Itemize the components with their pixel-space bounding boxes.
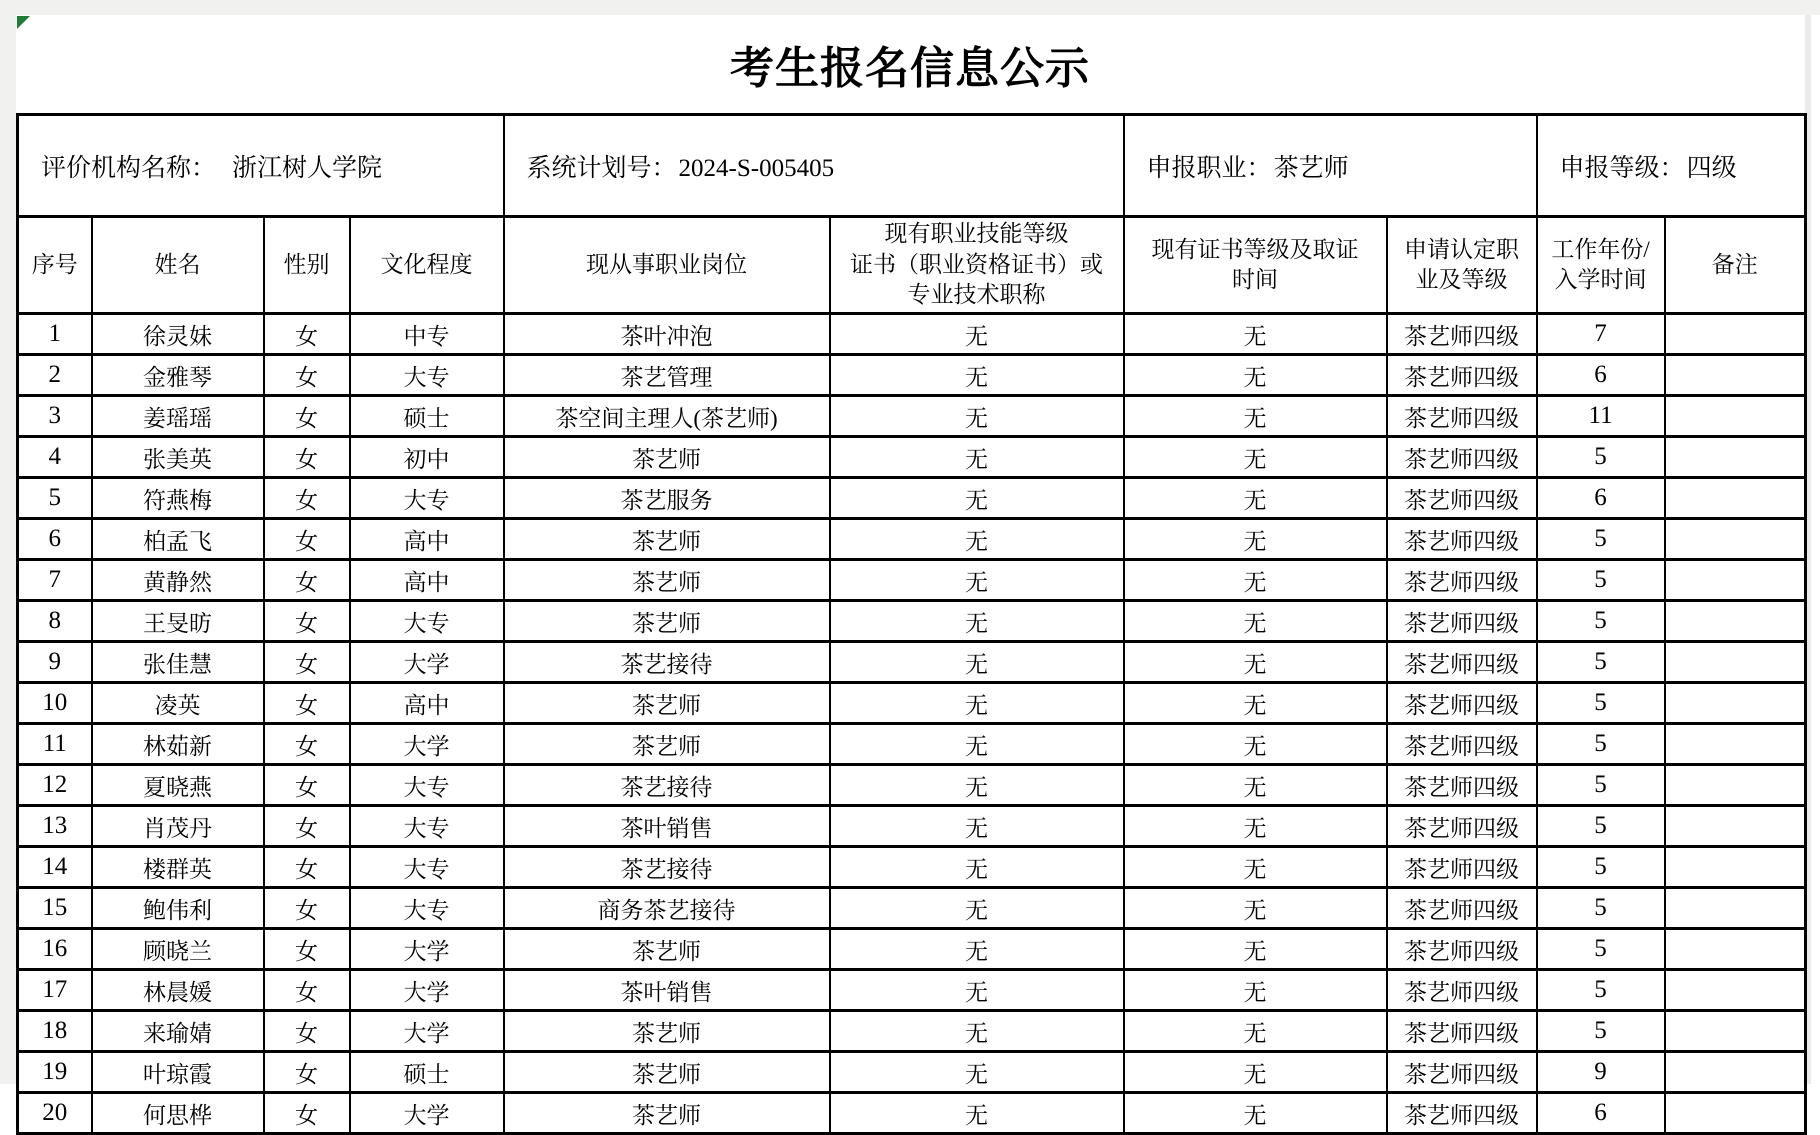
table-row xyxy=(18,683,1806,724)
cell-r8-c4[interactable]: 大专 xyxy=(350,601,504,642)
cell-r8-c1[interactable]: 8 xyxy=(18,601,92,642)
cell-r9-c10[interactable] xyxy=(1665,642,1806,683)
cell-r5-c1[interactable]: 5 xyxy=(18,478,92,519)
cell-r2-c5[interactable]: 茶艺管理 xyxy=(504,355,830,396)
cell-r6-c3[interactable]: 女 xyxy=(264,519,350,560)
cell-r1-c1[interactable]: 1 xyxy=(18,314,92,355)
cell-r3-c1[interactable]: 3 xyxy=(18,396,92,437)
cell-r19-c5[interactable]: 茶艺师 xyxy=(504,1052,830,1093)
cell-r16-c3[interactable]: 女 xyxy=(264,929,350,970)
cell-r9-c5[interactable]: 茶艺接待 xyxy=(504,642,830,683)
level-label: 申报等级： xyxy=(1559,154,1685,182)
cell-r19-c1[interactable]: 19 xyxy=(18,1052,92,1093)
cell-r7-c2[interactable]: 黄静然 xyxy=(92,560,264,601)
column-header-line: 入学时间 xyxy=(1554,267,1647,292)
cell-r11-c5[interactable]: 茶艺师 xyxy=(504,724,830,765)
cell-r3-c9[interactable]: 11 xyxy=(1537,396,1665,437)
cell-r4-c4[interactable]: 初中 xyxy=(350,437,504,478)
cell-r16-c10[interactable] xyxy=(1665,929,1806,970)
cell-r17-c4[interactable]: 大学 xyxy=(350,970,504,1011)
cell-r10-c5[interactable]: 茶艺师 xyxy=(504,683,830,724)
cell-r17-c2[interactable]: 林晨媛 xyxy=(92,970,264,1011)
cell-r15-c3[interactable]: 女 xyxy=(264,888,350,929)
cell-r15-c10[interactable] xyxy=(1665,888,1806,929)
table-row xyxy=(18,437,1806,478)
cell-r3-c7[interactable]: 无 xyxy=(1124,396,1387,437)
cell-r12-c4[interactable]: 大专 xyxy=(350,765,504,806)
cell-r12-c6[interactable]: 无 xyxy=(830,765,1124,806)
cell-r20-c7[interactable]: 无 xyxy=(1124,1093,1387,1134)
cell-r6-c8[interactable]: 茶艺师四级 xyxy=(1387,519,1537,560)
cell-r19-c2[interactable]: 叶琼霞 xyxy=(92,1052,264,1093)
cell-r8-c8[interactable]: 茶艺师四级 xyxy=(1387,601,1537,642)
cell-r16-c1[interactable]: 16 xyxy=(18,929,92,970)
column-header-line: 现有证书等级及取证 xyxy=(1151,236,1359,262)
cell-r15-c1[interactable]: 15 xyxy=(18,888,92,929)
cell-r18-c6[interactable]: 无 xyxy=(830,1011,1124,1052)
cell-r5-c2[interactable]: 符燕梅 xyxy=(92,478,264,519)
column-header-line: 业及等级 xyxy=(1415,267,1508,292)
cell-r19-c6[interactable]: 无 xyxy=(830,1052,1124,1093)
cell-r6-c5[interactable]: 茶艺师 xyxy=(504,519,830,560)
org-name-label: 评价机构名称： xyxy=(41,154,217,182)
table-row xyxy=(18,929,1806,970)
cell-r7-c9[interactable]: 5 xyxy=(1537,560,1665,601)
cell-r15-c8[interactable]: 茶艺师四级 xyxy=(1387,888,1537,929)
candidate-info-table xyxy=(16,113,1807,1135)
column-header-line: 时间 xyxy=(1232,267,1279,292)
column-header-line: 备注 xyxy=(1711,251,1758,277)
cell-r5-c8[interactable]: 茶艺师四级 xyxy=(1387,478,1537,519)
cell-r13-c4[interactable]: 大专 xyxy=(350,806,504,847)
cell-r14-c1[interactable]: 14 xyxy=(18,847,92,888)
cell-r12-c8[interactable]: 茶艺师四级 xyxy=(1387,765,1537,806)
cell-r5-c5[interactable]: 茶艺服务 xyxy=(504,478,830,519)
cell-r10-c4[interactable]: 高中 xyxy=(350,683,504,724)
cell-r13-c2[interactable]: 肖茂丹 xyxy=(92,806,264,847)
table-row xyxy=(18,970,1806,1011)
column-header-line: 证书（职业资格证书）或 xyxy=(850,251,1104,277)
cell-r19-c9[interactable]: 9 xyxy=(1537,1052,1665,1093)
column-header-line: 申请认定职 xyxy=(1404,236,1520,262)
cell-r10-c8[interactable]: 茶艺师四级 xyxy=(1387,683,1537,724)
cell-r3-c6[interactable]: 无 xyxy=(830,396,1124,437)
cell-r8-c6[interactable]: 无 xyxy=(830,601,1124,642)
cell-r4-c7[interactable]: 无 xyxy=(1124,437,1387,478)
cell-r20-c5[interactable]: 茶艺师 xyxy=(504,1093,830,1134)
cell-r6-c4[interactable]: 高中 xyxy=(350,519,504,560)
cell-r19-c4[interactable]: 硕士 xyxy=(350,1052,504,1093)
cell-r14-c6[interactable]: 无 xyxy=(830,847,1124,888)
column-header-line: 现有职业技能等级 xyxy=(884,221,1069,247)
cell-r13-c7[interactable]: 无 xyxy=(1124,806,1387,847)
cell-r11-c4[interactable]: 大学 xyxy=(350,724,504,765)
table-row xyxy=(18,314,1806,355)
occupation-cell[interactable] xyxy=(1124,115,1537,217)
cell-r6-c1[interactable]: 6 xyxy=(18,519,92,560)
cell-r4-c3[interactable]: 女 xyxy=(264,437,350,478)
column-header-9[interactable] xyxy=(1537,217,1665,314)
cell-r20-c9[interactable]: 6 xyxy=(1537,1093,1665,1134)
window-margin-left xyxy=(0,0,16,1084)
cell-r14-c3[interactable]: 女 xyxy=(264,847,350,888)
cell-r18-c1[interactable]: 18 xyxy=(18,1011,92,1052)
cell-r9-c2[interactable]: 张佳慧 xyxy=(92,642,264,683)
cell-r2-c2[interactable]: 金雅琴 xyxy=(92,355,264,396)
plan-number-cell[interactable] xyxy=(504,115,1124,217)
cell-r11-c1[interactable]: 11 xyxy=(18,724,92,765)
cell-r1-c3[interactable]: 女 xyxy=(264,314,350,355)
cell-r1-c2[interactable]: 徐灵妹 xyxy=(92,314,264,355)
cell-r5-c3[interactable]: 女 xyxy=(264,478,350,519)
cell-r18-c5[interactable]: 茶艺师 xyxy=(504,1011,830,1052)
cell-r15-c7[interactable]: 无 xyxy=(1124,888,1387,929)
column-header-5[interactable] xyxy=(504,217,830,314)
cell-r9-c3[interactable]: 女 xyxy=(264,642,350,683)
cell-r1-c9[interactable]: 7 xyxy=(1537,314,1665,355)
cell-r9-c8[interactable]: 茶艺师四级 xyxy=(1387,642,1537,683)
cell-r12-c3[interactable]: 女 xyxy=(264,765,350,806)
cell-r14-c8[interactable]: 茶艺师四级 xyxy=(1387,847,1537,888)
column-header-line: 工作年份/ xyxy=(1551,236,1650,262)
cell-r16-c8[interactable]: 茶艺师四级 xyxy=(1387,929,1537,970)
cell-r17-c7[interactable]: 无 xyxy=(1124,970,1387,1011)
cell-r12-c9[interactable]: 5 xyxy=(1537,765,1665,806)
cell-r7-c6[interactable]: 无 xyxy=(830,560,1124,601)
cell-r13-c1[interactable]: 13 xyxy=(18,806,92,847)
cell-r8-c7[interactable]: 无 xyxy=(1124,601,1387,642)
cell-r11-c3[interactable]: 女 xyxy=(264,724,350,765)
cell-r17-c1[interactable]: 17 xyxy=(18,970,92,1011)
column-header-line: 姓名 xyxy=(154,251,201,277)
info-row xyxy=(18,115,1806,217)
cell-r19-c10[interactable] xyxy=(1665,1052,1806,1093)
table-row xyxy=(18,396,1806,437)
occupation-label: 申报职业： xyxy=(1146,154,1272,182)
cell-r20-c1[interactable]: 20 xyxy=(18,1093,92,1134)
cell-r9-c6[interactable]: 无 xyxy=(830,642,1124,683)
cell-r17-c6[interactable]: 无 xyxy=(830,970,1124,1011)
cell-r19-c7[interactable]: 无 xyxy=(1124,1052,1387,1093)
cell-r15-c2[interactable]: 鲍伟利 xyxy=(92,888,264,929)
cell-r10-c7[interactable]: 无 xyxy=(1124,683,1387,724)
table-row xyxy=(18,847,1806,888)
cell-r9-c1[interactable]: 9 xyxy=(18,642,92,683)
cell-r13-c9[interactable]: 5 xyxy=(1537,806,1665,847)
table-row xyxy=(18,519,1806,560)
cell-r9-c4[interactable]: 大学 xyxy=(350,642,504,683)
cell-r10-c2[interactable]: 凌英 xyxy=(92,683,264,724)
cell-r20-c8[interactable]: 茶艺师四级 xyxy=(1387,1093,1537,1134)
column-header-2[interactable] xyxy=(92,217,264,314)
cell-r6-c9[interactable]: 5 xyxy=(1537,519,1665,560)
window-margin-top xyxy=(0,0,1820,15)
cell-r4-c9[interactable]: 5 xyxy=(1537,437,1665,478)
table-row xyxy=(18,1052,1806,1093)
cell-r13-c8[interactable]: 茶艺师四级 xyxy=(1387,806,1537,847)
level-cell[interactable] xyxy=(1537,115,1806,217)
column-header-10[interactable] xyxy=(1665,217,1806,314)
cell-r20-c6[interactable]: 无 xyxy=(830,1093,1124,1134)
cell-r14-c4[interactable]: 大专 xyxy=(350,847,504,888)
table-row xyxy=(18,765,1806,806)
cell-r14-c5[interactable]: 茶艺接待 xyxy=(504,847,830,888)
cell-r6-c10[interactable] xyxy=(1665,519,1806,560)
cell-r16-c5[interactable]: 茶艺师 xyxy=(504,929,830,970)
org-name-cell[interactable] xyxy=(18,115,504,217)
column-header-line: 专业技术职称 xyxy=(907,282,1046,308)
column-header-row xyxy=(18,217,1806,314)
table-row xyxy=(18,478,1806,519)
cell-r2-c6[interactable]: 无 xyxy=(830,355,1124,396)
cell-r10-c6[interactable]: 无 xyxy=(830,683,1124,724)
cell-r18-c4[interactable]: 大学 xyxy=(350,1011,504,1052)
cell-r9-c7[interactable]: 无 xyxy=(1124,642,1387,683)
cell-r5-c7[interactable]: 无 xyxy=(1124,478,1387,519)
cell-r19-c8[interactable]: 茶艺师四级 xyxy=(1387,1052,1537,1093)
cell-r7-c3[interactable]: 女 xyxy=(264,560,350,601)
table-body xyxy=(18,314,1806,1134)
cell-r8-c9[interactable]: 5 xyxy=(1537,601,1665,642)
cell-r7-c8[interactable]: 茶艺师四级 xyxy=(1387,560,1537,601)
cell-r16-c2[interactable]: 顾晓兰 xyxy=(92,929,264,970)
cell-r17-c10[interactable] xyxy=(1665,970,1806,1011)
cell-r11-c9[interactable]: 5 xyxy=(1537,724,1665,765)
plan-number-label: 系统计划号： xyxy=(526,154,677,182)
cell-r11-c2[interactable]: 林茹新 xyxy=(92,724,264,765)
cell-r14-c7[interactable]: 无 xyxy=(1124,847,1387,888)
cell-r7-c7[interactable]: 无 xyxy=(1124,560,1387,601)
cell-r16-c6[interactable]: 无 xyxy=(830,929,1124,970)
cell-r2-c8[interactable]: 茶艺师四级 xyxy=(1387,355,1537,396)
cell-r11-c7[interactable]: 无 xyxy=(1124,724,1387,765)
cell-r3-c3[interactable]: 女 xyxy=(264,396,350,437)
cell-r7-c10[interactable] xyxy=(1665,560,1806,601)
cell-r10-c3[interactable]: 女 xyxy=(264,683,350,724)
cell-r18-c7[interactable]: 无 xyxy=(1124,1011,1387,1052)
cell-r19-c3[interactable]: 女 xyxy=(264,1052,350,1093)
cell-r2-c3[interactable]: 女 xyxy=(264,355,350,396)
table-row xyxy=(18,601,1806,642)
cell-r15-c6[interactable]: 无 xyxy=(830,888,1124,929)
table-row xyxy=(18,888,1806,929)
cell-r11-c8[interactable]: 茶艺师四级 xyxy=(1387,724,1537,765)
cell-r1-c4[interactable]: 中专 xyxy=(350,314,504,355)
cell-r1-c7[interactable]: 无 xyxy=(1124,314,1387,355)
cell-r8-c5[interactable]: 茶艺师 xyxy=(504,601,830,642)
cell-r11-c10[interactable] xyxy=(1665,724,1806,765)
cell-r20-c10[interactable] xyxy=(1665,1093,1806,1134)
cell-r12-c5[interactable]: 茶艺接待 xyxy=(504,765,830,806)
cell-r4-c5[interactable]: 茶艺师 xyxy=(504,437,830,478)
cell-r4-c1[interactable]: 4 xyxy=(18,437,92,478)
cell-r18-c8[interactable]: 茶艺师四级 xyxy=(1387,1011,1537,1052)
cell-r8-c3[interactable]: 女 xyxy=(264,601,350,642)
cell-r4-c10[interactable] xyxy=(1665,437,1806,478)
cell-r1-c5[interactable]: 茶叶冲泡 xyxy=(504,314,830,355)
table-row xyxy=(18,355,1806,396)
table-row xyxy=(18,806,1806,847)
cell-r13-c6[interactable]: 无 xyxy=(830,806,1124,847)
cell-r7-c4[interactable]: 高中 xyxy=(350,560,504,601)
cell-r17-c8[interactable]: 茶艺师四级 xyxy=(1387,970,1537,1011)
cell-r5-c4[interactable]: 大专 xyxy=(350,478,504,519)
cell-r18-c3[interactable]: 女 xyxy=(264,1011,350,1052)
cell-r1-c8[interactable]: 茶艺师四级 xyxy=(1387,314,1537,355)
cell-r12-c1[interactable]: 12 xyxy=(18,765,92,806)
cell-r17-c9[interactable]: 5 xyxy=(1537,970,1665,1011)
column-header-8[interactable] xyxy=(1387,217,1537,314)
page-title: 考生报名信息公示 xyxy=(730,44,1090,93)
cell-r12-c7[interactable]: 无 xyxy=(1124,765,1387,806)
cell-r3-c8[interactable]: 茶艺师四级 xyxy=(1387,396,1537,437)
cell-r12-c2[interactable]: 夏晓燕 xyxy=(92,765,264,806)
cell-r11-c6[interactable]: 无 xyxy=(830,724,1124,765)
cell-r1-c10[interactable] xyxy=(1665,314,1806,355)
level-value: 四级 xyxy=(1686,154,1737,182)
cell-r5-c10[interactable] xyxy=(1665,478,1806,519)
cell-r5-c6[interactable]: 无 xyxy=(830,478,1124,519)
column-header-4[interactable] xyxy=(350,217,504,314)
cell-r13-c10[interactable] xyxy=(1665,806,1806,847)
cell-r15-c5[interactable]: 商务茶艺接待 xyxy=(504,888,830,929)
cell-r16-c4[interactable]: 大学 xyxy=(350,929,504,970)
cell-r6-c6[interactable]: 无 xyxy=(830,519,1124,560)
cell-r4-c6[interactable]: 无 xyxy=(830,437,1124,478)
column-header-line: 序号 xyxy=(31,251,78,277)
cell-r3-c10[interactable] xyxy=(1665,396,1806,437)
cell-r18-c9[interactable]: 5 xyxy=(1537,1011,1665,1052)
cell-r13-c3[interactable]: 女 xyxy=(264,806,350,847)
cell-r2-c7[interactable]: 无 xyxy=(1124,355,1387,396)
cell-r7-c5[interactable]: 茶艺师 xyxy=(504,560,830,601)
cell-r7-c1[interactable]: 7 xyxy=(18,560,92,601)
table-row xyxy=(18,642,1806,683)
column-header-line: 性别 xyxy=(283,251,330,277)
occupation-value: 茶艺师 xyxy=(1273,154,1349,182)
table-row xyxy=(18,1011,1806,1052)
cell-r17-c3[interactable]: 女 xyxy=(264,970,350,1011)
cell-r10-c10[interactable] xyxy=(1665,683,1806,724)
cell-r17-c5[interactable]: 茶叶销售 xyxy=(504,970,830,1011)
cell-r5-c9[interactable]: 6 xyxy=(1537,478,1665,519)
cell-r3-c2[interactable]: 姜瑶瑶 xyxy=(92,396,264,437)
column-header-line: 文化程度 xyxy=(380,251,473,277)
cell-r15-c9[interactable]: 5 xyxy=(1537,888,1665,929)
cell-r20-c2[interactable]: 何思桦 xyxy=(92,1093,264,1134)
table-row xyxy=(18,560,1806,601)
cell-r16-c9[interactable]: 5 xyxy=(1537,929,1665,970)
cell-r3-c4[interactable]: 硕士 xyxy=(350,396,504,437)
cell-r8-c2[interactable]: 王旻昉 xyxy=(92,601,264,642)
cell-r14-c9[interactable]: 5 xyxy=(1537,847,1665,888)
cell-r9-c9[interactable]: 5 xyxy=(1537,642,1665,683)
cell-r3-c5[interactable]: 茶空间主理人(茶艺师) xyxy=(504,396,830,437)
cell-r10-c9[interactable]: 5 xyxy=(1537,683,1665,724)
cell-r20-c4[interactable]: 大学 xyxy=(350,1093,504,1134)
cell-r8-c10[interactable] xyxy=(1665,601,1806,642)
cell-r6-c7[interactable]: 无 xyxy=(1124,519,1387,560)
table-row xyxy=(18,1093,1806,1134)
cell-r2-c10[interactable] xyxy=(1665,355,1806,396)
cell-r2-c1[interactable]: 2 xyxy=(18,355,92,396)
cell-r15-c4[interactable]: 大专 xyxy=(350,888,504,929)
cell-r16-c7[interactable]: 无 xyxy=(1124,929,1387,970)
column-header-6[interactable] xyxy=(830,217,1124,314)
cell-r4-c8[interactable]: 茶艺师四级 xyxy=(1387,437,1537,478)
cell-r12-c10[interactable] xyxy=(1665,765,1806,806)
cell-r2-c4[interactable]: 大专 xyxy=(350,355,504,396)
cell-r14-c2[interactable]: 楼群英 xyxy=(92,847,264,888)
column-header-3[interactable] xyxy=(264,217,350,314)
cell-r1-c6[interactable]: 无 xyxy=(830,314,1124,355)
org-name-value: 浙江树人学院 xyxy=(232,154,383,182)
cell-r14-c10[interactable] xyxy=(1665,847,1806,888)
column-header-7[interactable] xyxy=(1124,217,1387,314)
table-row xyxy=(18,724,1806,765)
cell-r6-c2[interactable]: 柏孟飞 xyxy=(92,519,264,560)
column-header-1[interactable] xyxy=(18,217,92,314)
cell-r10-c1[interactable]: 10 xyxy=(18,683,92,724)
plan-number-value: 2024-S-005405 xyxy=(678,154,835,182)
cell-r18-c10[interactable] xyxy=(1665,1011,1806,1052)
cell-r20-c3[interactable]: 女 xyxy=(264,1093,350,1134)
cell-r18-c2[interactable]: 来瑜婧 xyxy=(92,1011,264,1052)
cell-r2-c9[interactable]: 6 xyxy=(1537,355,1665,396)
cell-r13-c5[interactable]: 茶叶销售 xyxy=(504,806,830,847)
cell-r4-c2[interactable]: 张美英 xyxy=(92,437,264,478)
column-header-line: 现从事职业岗位 xyxy=(586,251,748,277)
